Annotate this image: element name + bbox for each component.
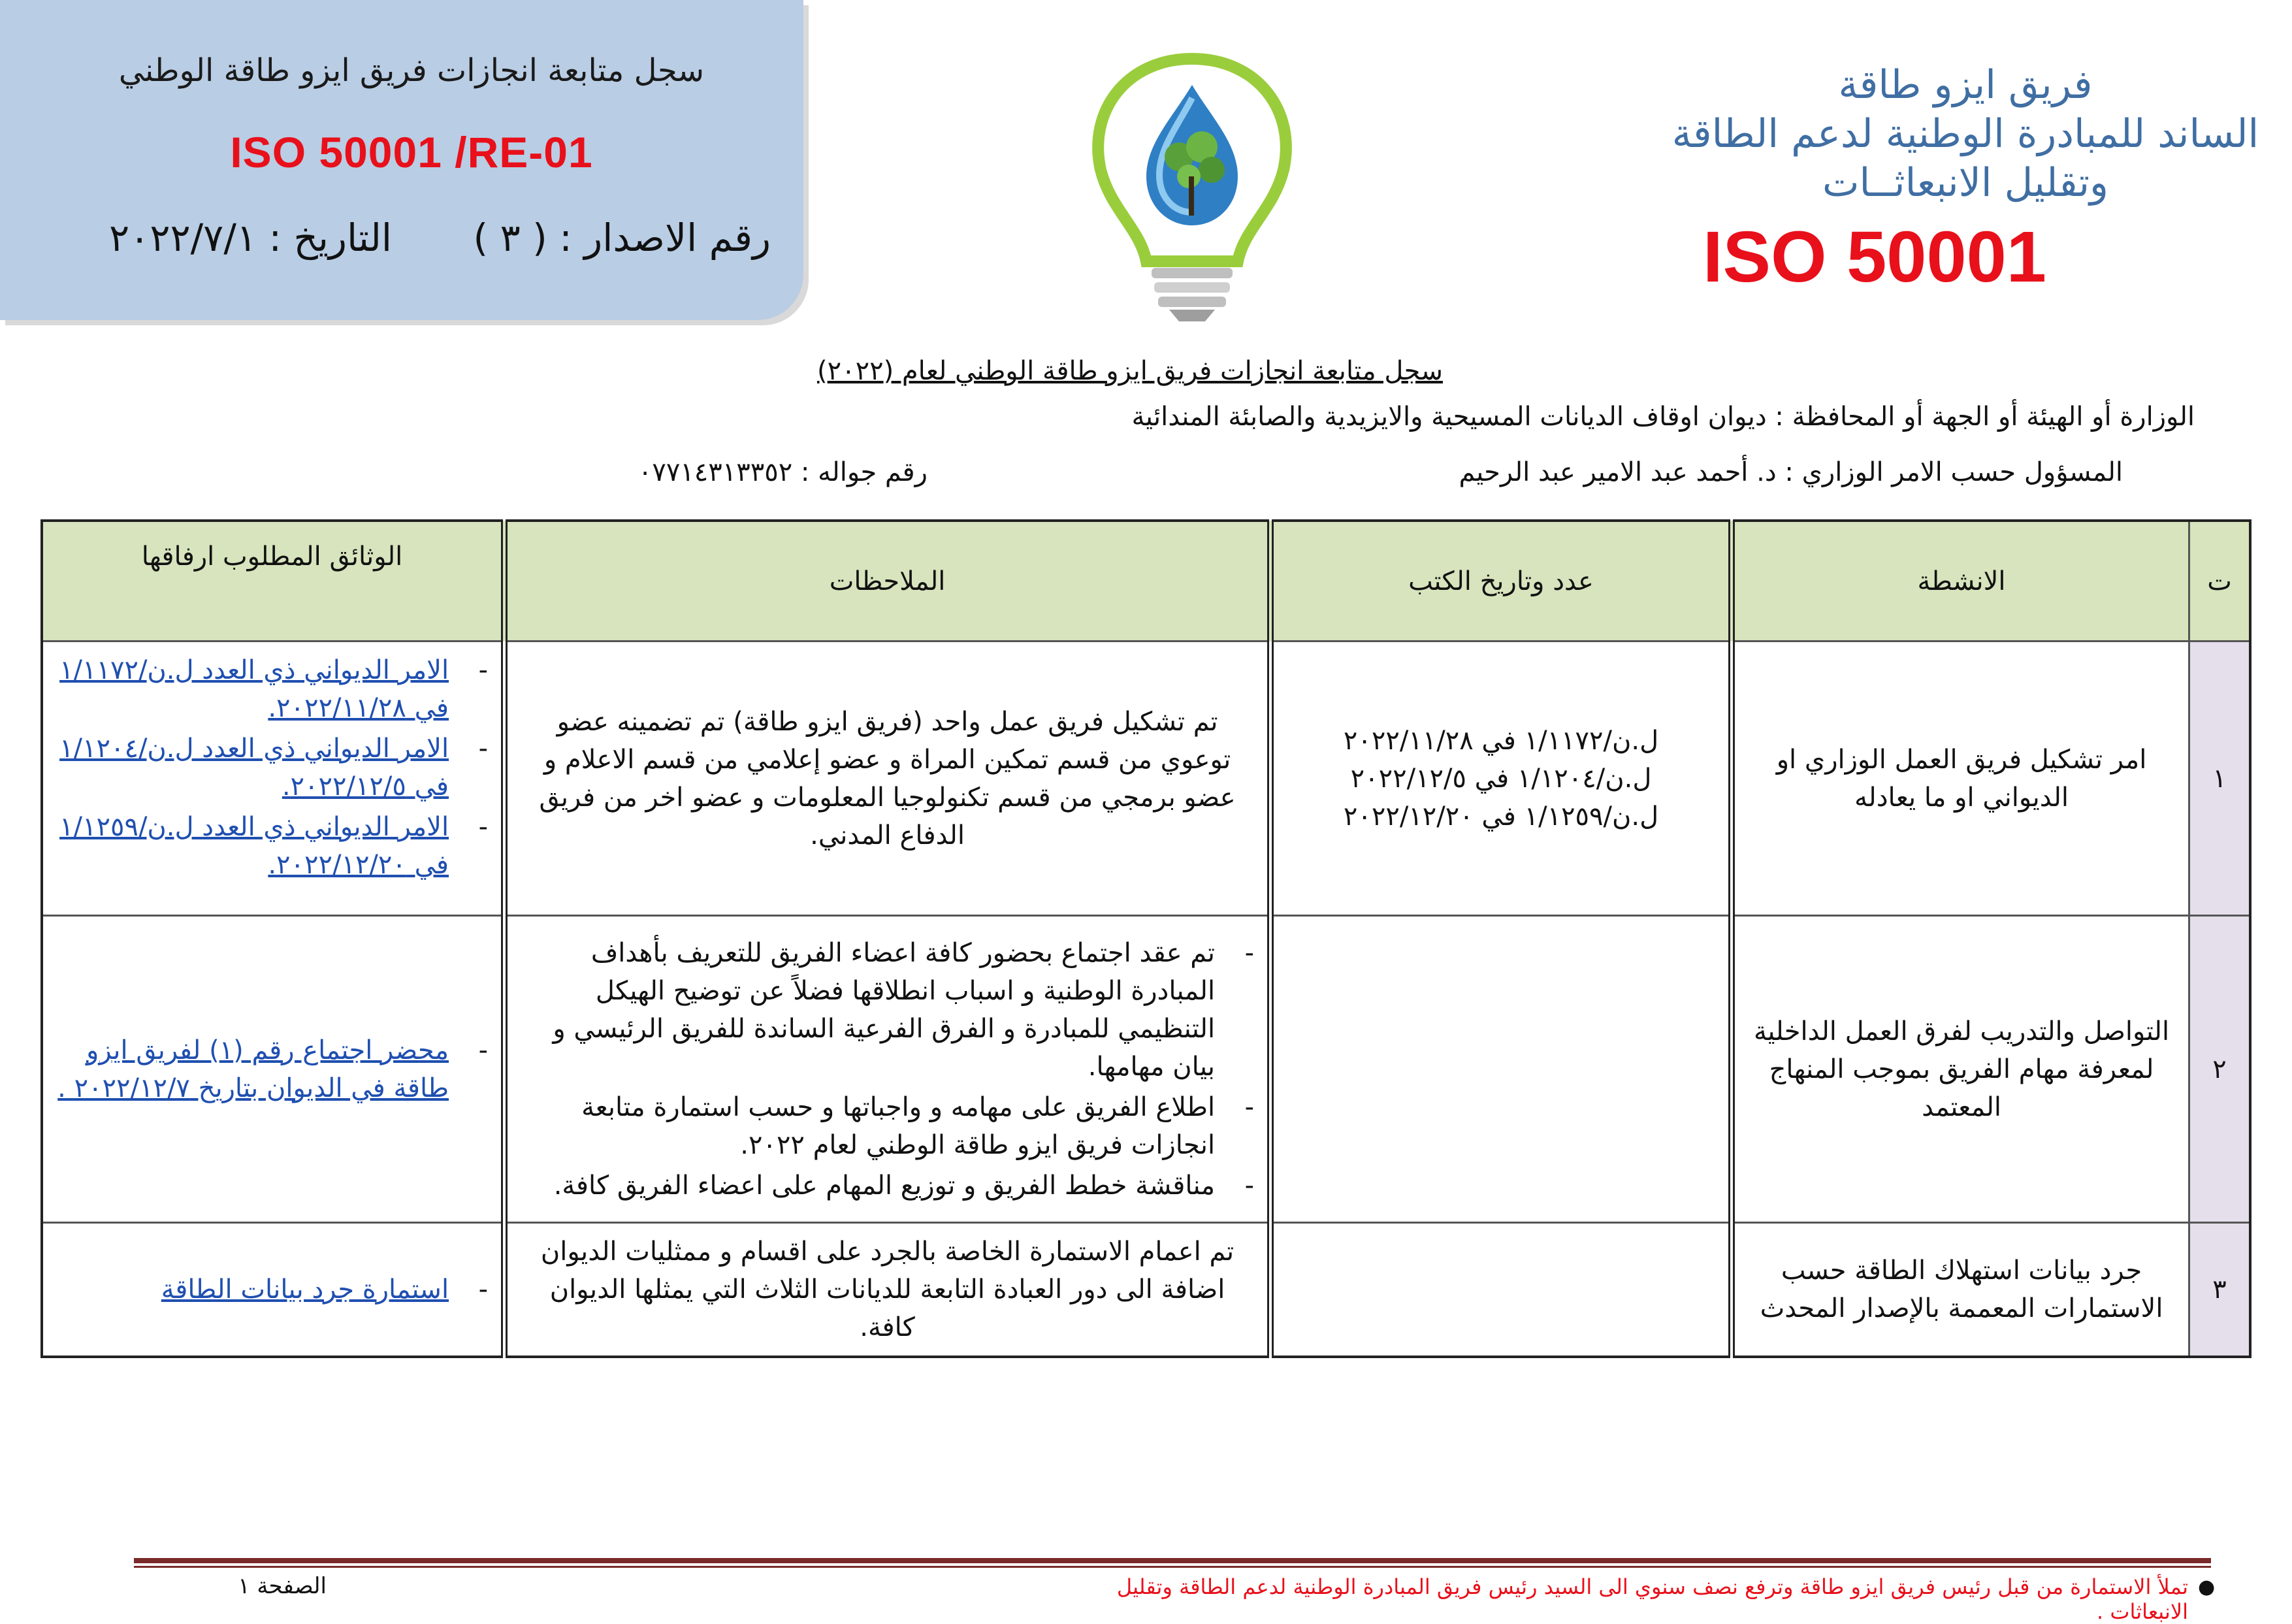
row-activity: امر تشكيل فريق العمل الوزاري او الديواني او ما يعادله <box>1732 641 2189 916</box>
letter-ref: ل.ن/١/١٢٥٩ في ٢٠٢٢/١٢/٢٠ <box>1343 801 1659 832</box>
row-docs <box>42 641 504 916</box>
row-notes: تم تشكيل فريق عمل واحد (فريق ايزو طاقة) تم تضمينه عضو توعوي من قسم تمكين المراة و عضو إعلامي من قسم الاعلام و عضو برمجي من قسم تكنولوجيا المعلومات و عضو اخر من فريق الدفاع المدني. <box>504 641 1270 916</box>
achievements-table <box>40 519 2252 1358</box>
lightbulb-logo-icon <box>1074 46 1310 327</box>
row-letters <box>1270 1223 1732 1357</box>
document-link[interactable]: محضر اجتماع رقم (١) لفريق ايزو طاقة في الديوان بتاريخ ٢٠٢٢/١٢/٧ . <box>57 1035 449 1103</box>
document-title: سجل متابعة انجازات فريق ايزو طاقة الوطني لعام (٢٠٢٢) <box>817 356 1443 386</box>
row-notes: تم اعمام الاستمارة الخاصة بالجرد على اقسام و ممثليات الديوان اضافة الى دور العبادة التابعة للديانات الثلاث التي يمثلها الديوان كافة. <box>504 1223 1270 1357</box>
issue-date: التاريخ : ٢٠٢٢/٧/١ <box>109 216 392 260</box>
row-activity: التواصل والتدريب لفرق العمل الداخلية لمعرفة مهام الفريق بموجب المنهاج المعتمد <box>1732 916 2189 1223</box>
form-title: سجل متابعة انجازات فريق ايزو طاقة الوطني <box>118 52 705 89</box>
row-letters <box>1270 916 1732 1223</box>
issue-number: رقم الاصدار : ( ٣ ) <box>473 216 771 260</box>
note-item: - اطلاع الفريق على مهامه و واجباتها و حسب استمارة متابعة انجازات فريق ايزو طاقة الوطني لعام ٢٠٢٢. <box>521 1088 1254 1164</box>
bullet-icon: ● <box>2198 1576 2216 1599</box>
row-docs <box>42 916 504 1223</box>
page-number: الصفحة ١ <box>238 1573 327 1599</box>
footer-divider <box>134 1558 2211 1563</box>
document-link[interactable]: استمارة جرد بيانات الطاقة <box>161 1274 449 1305</box>
table-row <box>42 1223 2250 1357</box>
letter-ref: ل.ن/١/١٢٠٤ في ٢٠٢٢/١٢/٥ <box>1350 763 1652 794</box>
document-link[interactable]: الامر الديواني ذي العدد ل.ن/١/١٢٠٤ في ٢٠٢٢/١٢/٥. <box>59 734 449 802</box>
responsible-person: المسؤول حسب الامر الوزاري : د. أحمد عبد الامير عبد الرحيم <box>1459 457 2123 487</box>
row-docs <box>42 1223 504 1357</box>
row-letters <box>1270 641 1732 916</box>
team-subtitle-2: وتقليل الانبعاثــات <box>1822 160 2109 206</box>
form-code: ISO 50001 /RE-01 <box>230 128 593 176</box>
document-link[interactable]: الامر الديواني ذي العدد ل.ن/١/١٢٥٩ في ٢٠٢٢/١٢/٢٠. <box>59 812 449 880</box>
footer-divider-thin <box>134 1566 2211 1568</box>
note-item: - مناقشة خطط الفريق و توزيع المهام على اعضاء الفريق كافة. <box>521 1167 1254 1205</box>
iso-standard: ISO 50001 <box>1703 217 2046 297</box>
table-header-row <box>42 521 2250 641</box>
header-docs: الوثائق المطلوب ارفاقها <box>42 521 504 641</box>
table-row <box>42 916 2250 1223</box>
header-notes: الملاحظات <box>504 521 1270 641</box>
row-number: ٣ <box>2189 1223 2250 1357</box>
footer-note: تملأ الاستمارة من قبل رئيس فريق ايزو طاقة وترفع نصف سنوي الى السيد رئيس فريق المبادرة الوطنية لدعم الطاقة وتقليل الانبعاثات . <box>1116 1574 2188 1624</box>
header-num: ت <box>2189 521 2250 641</box>
row-notes <box>504 916 1270 1223</box>
note-item: - تم عقد اجتماع بحضور كافة اعضاء الفريق للتعريف بأهداف المبادرة الوطنية و اسباب انطلاقها فضلاً عن توضيح الهيكل التنظيمي للمبادرة و الفرق الفرعية الساندة للفريق الرئيسي و بيان مهامها. <box>521 934 1254 1086</box>
row-number: ١ <box>2189 641 2250 916</box>
team-subtitle: الساند للمبادرة الوطنية لدعم الطاقة <box>1671 111 2259 157</box>
letter-ref: ل.ن/١/١١٧٢ في ٢٠٢٢/١١/٢٨ <box>1343 725 1659 756</box>
ministry-line: الوزارة أو الهيئة أو الجهة أو المحافظة : ديوان اوقاف الديانات المسيحية والايزيدية والصابئة المندائية <box>1131 402 2195 432</box>
row-activity: جرد بيانات استهلاك الطاقة حسب الاستمارات المعممة بالإصدار المحدث <box>1732 1223 2189 1357</box>
document-link[interactable]: الامر الديواني ذي العدد ل.ن/١/١١٧٢ في ٢٠٢٢/١١/٢٨. <box>59 655 449 723</box>
header-activities: الانشطة <box>1732 521 2189 641</box>
team-name: فريق ايزو طاقة <box>1838 62 2093 108</box>
row-number: ٢ <box>2189 916 2250 1223</box>
header-letters: عدد وتاريخ الكتب <box>1270 521 1732 641</box>
table-row <box>42 641 2250 916</box>
phone-number: رقم جواله : ٠٧٧١٤٣١٣٣٥٢ <box>638 457 928 487</box>
